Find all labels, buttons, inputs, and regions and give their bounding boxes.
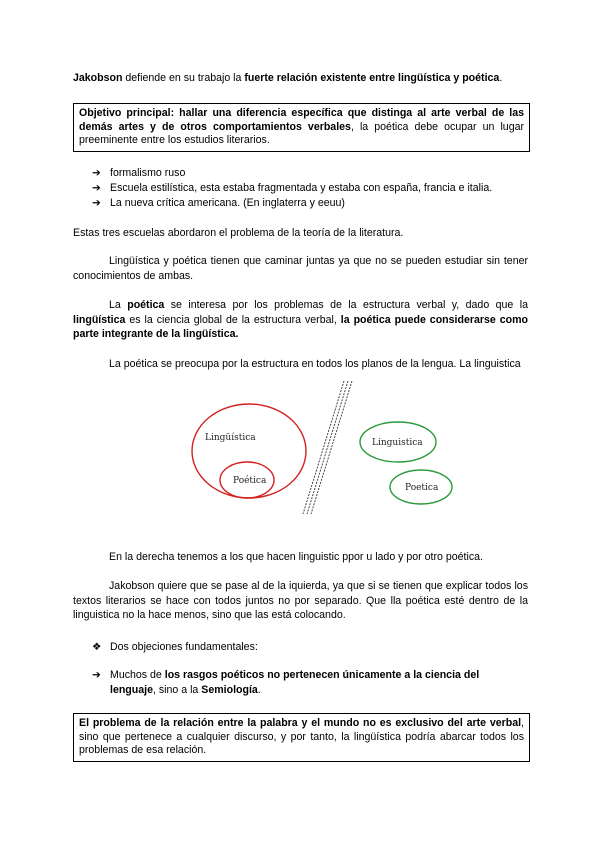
objection-text-c: , sino a la	[152, 683, 202, 696]
linguistica-outer-label: Lingüística	[205, 433, 256, 443]
arrow-icon: ➔	[92, 197, 101, 210]
objection-text-a: Muchos de	[110, 669, 165, 681]
objections-heading	[92, 640, 258, 654]
intro-bold-relation: fuerte relación existente entre lingüística y poética	[244, 72, 500, 84]
arrow-icon: ➔	[92, 167, 101, 179]
list-item-text: La nueva crítica americana. (En inglaterra y eeuu)	[110, 197, 345, 210]
together-paragraph: Lingüística y poética tienen que caminar juntas ya que no se pueden estudiar sin tener conocimientos de ambas.	[73, 255, 528, 282]
structure-paragraph: La poética se preocupa por la estructura en todos los planos de la lengua. La linguistica	[109, 358, 521, 370]
poetics-text-c: se interesa por los problemas de la estructura verbal y, dado que la	[164, 299, 528, 311]
jakobson-wish-paragraph: Jakobson quiere que se pase al de la iquierda, ya que si se tienen que explicar todos los textos literarios se hace con todos juntos no por separado. Que lla poética esté dentro de la linguistica no la hace menos, sino que las está colocando.	[73, 580, 528, 622]
poetics-bold-poetica: poética	[127, 299, 165, 311]
objection-text	[92, 668, 528, 697]
objection-bold-rasgos: los rasgos poéticos no pertenecen únicamente a la ciencia del lenguaje	[110, 669, 480, 696]
arrow-icon: ➔	[92, 182, 101, 195]
word-world-rest: , sino que pertenece a cualquier discurso, y por tanto, la lingüística podría abarcar todos los problemas de esa relación.	[79, 717, 524, 757]
list-item-text: formalismo ruso	[110, 167, 186, 179]
arrow-icon: ➔	[92, 669, 101, 681]
diamond-icon: ❖	[92, 641, 102, 653]
poetica-right-label: Poetica	[405, 483, 439, 493]
poetics-text-a: La	[109, 299, 128, 311]
intro-text: defiende en su trabajo la	[122, 72, 245, 84]
objection-text-e: .	[257, 683, 261, 696]
word-world-box	[73, 713, 530, 762]
intro-jakobson: Jakobson	[73, 72, 123, 84]
schools-paragraph: Estas tres escuelas abordaron el problema de la teoría de la literatura.	[73, 227, 404, 239]
poetics-bold-linguistica: lingüística	[73, 313, 126, 326]
linguistica-right-label: Linguistica	[372, 438, 423, 448]
objections-text: Dos objeciones fundamentales:	[110, 641, 258, 653]
objective-bold: Objetivo principal: hallar una diferencia específica que distinga al arte verbal de las demás artes y de otros comportamientos verbales	[79, 107, 524, 133]
objective-rest: , la poética debe ocupar un lugar preeminente entre los estudios literarios.	[79, 120, 525, 147]
objection-item	[92, 668, 528, 697]
poetica-inner-label: Poética	[233, 476, 267, 486]
poetics-bold-conclusion: la poética puede considerarse como parte integrante de la lingüística.	[73, 313, 528, 341]
poetics-text-e: es la ciencia global de la estructura verbal,	[125, 313, 341, 326]
objection-bold-semiologia: Semiología	[201, 683, 258, 696]
list-item-text: Escuela estilística, esta estaba fragmentada y estaba con españa, francia e italia.	[110, 182, 493, 195]
right-side-paragraph: En la derecha tenemos a los que hacen linguistic ppor u lado y por otro poética.	[109, 551, 483, 563]
word-world-bold: El problema de la relación entre la palabra y el mundo no es exclusivo del arte verbal	[79, 717, 522, 729]
divider-lines	[303, 381, 352, 514]
intro-period: .	[499, 72, 503, 84]
